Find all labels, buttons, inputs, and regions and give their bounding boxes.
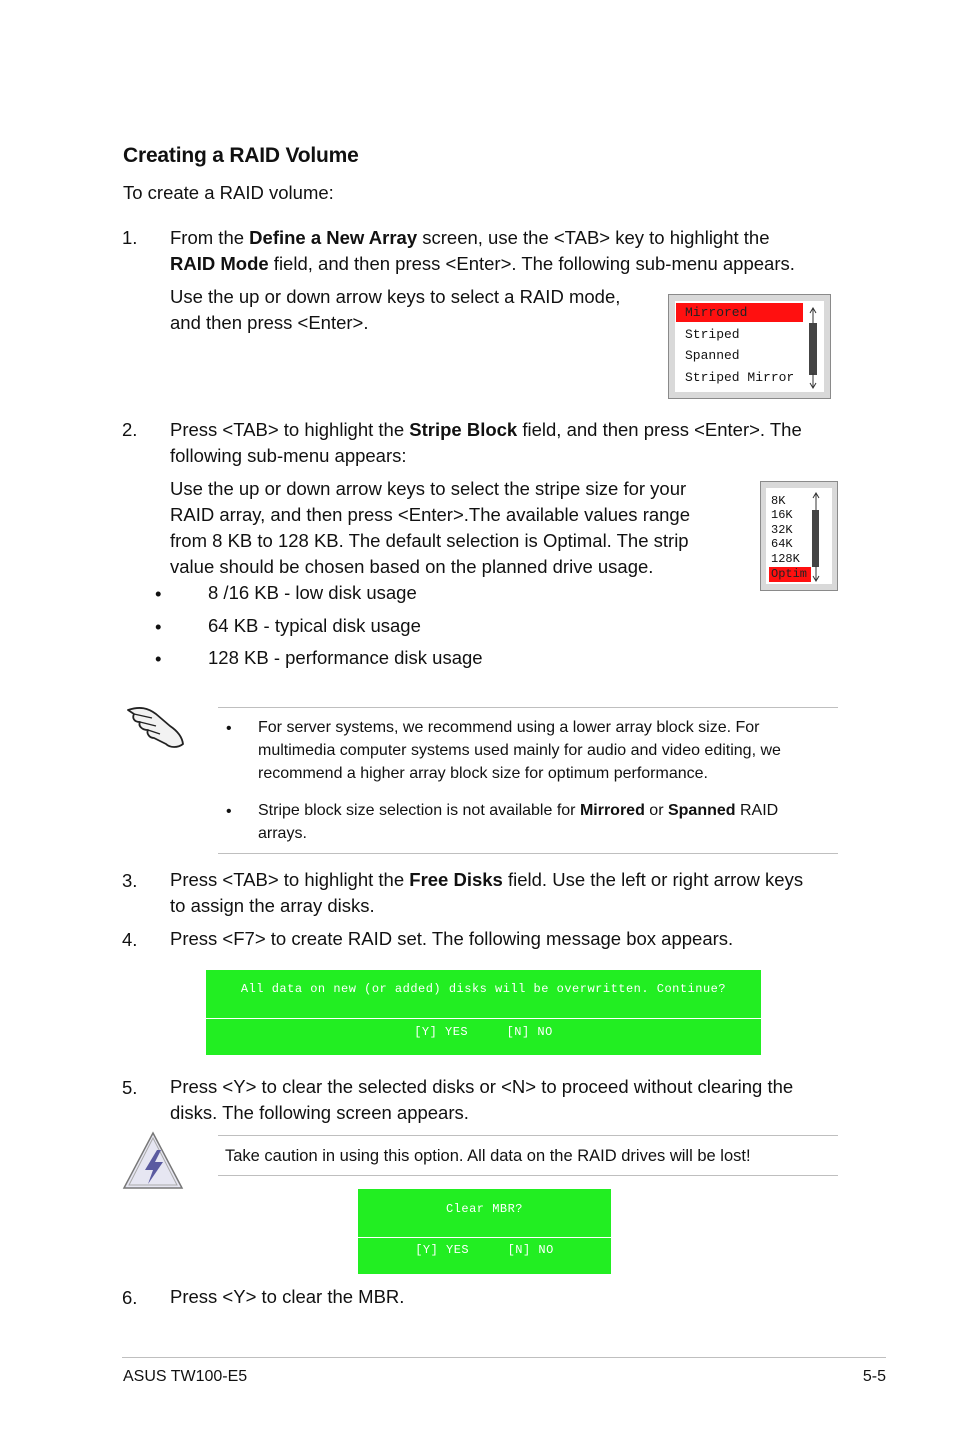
step-2-number: 2. <box>122 419 138 440</box>
scroll-up-arrow-icon <box>809 307 817 323</box>
stripe-bullet-typical: 64 KB - typical disk usage <box>208 615 421 636</box>
intro-text: To create a RAID volume: <box>123 182 334 203</box>
note-stripe-availability: Stripe block size selection is not available for Mirrored or Spanned RAID arrays. <box>258 802 779 842</box>
footer-product-name: ASUS TW100-E5 <box>123 1368 248 1385</box>
bullet-icon: • <box>155 648 162 669</box>
mirrored-term: Mirrored <box>579 802 645 819</box>
raid-mode-option-spanned[interactable]: Spanned <box>685 348 740 363</box>
raid-mode-term: RAID Mode <box>170 253 269 274</box>
step-3-text: Press <TAB> to highlight the Free Disks field. Use the left or right arrow keys to assign the array disks. <box>170 869 804 916</box>
clear-mbr-divider <box>358 1237 611 1238</box>
step-5-text: Press <Y> to clear the selected disks or <N> to proceed without clearing the disks. The following screen appears. <box>170 1076 794 1123</box>
spanned-term: Spanned <box>667 802 736 819</box>
caution-warning-icon <box>121 1130 185 1192</box>
note-bottom-rule <box>218 853 838 854</box>
step-1-text: From the Define a New Array screen, use the <TAB> key to highlight the RAID Mode field, and then press <Enter>. The following sub-menu appears. <box>170 227 795 274</box>
note-server-recommendation: For server systems, we recommend using a lower array block size. For multimedia computer systems used mainly for audio and video editing, we recommend a higher array block size for optimum performance. <box>258 719 781 782</box>
note-hand-icon <box>126 704 186 750</box>
stripe-option-128k[interactable]: 128K <box>771 552 800 566</box>
step-2-subtext: Use the up or down arrow keys to select the stripe size for your RAID array, and then press <Enter>.The available values range from 8 KB to 128 KB. The default selection is Optimal. The strip value should be chosen based on the planned drive usage. <box>170 478 691 577</box>
bullet-icon: • <box>155 583 162 604</box>
stripe-option-16k[interactable]: 16K <box>771 508 793 522</box>
step-4-number: 4. <box>122 929 138 950</box>
raid-mode-option-striped-mirror[interactable]: Striped Mirror <box>685 370 795 385</box>
footer-page-number: 5-5 <box>862 1368 886 1385</box>
stripe-option-64k[interactable]: 64K <box>771 537 793 551</box>
define-new-array-term: Define a New Array <box>249 227 418 248</box>
raid-mode-option-mirrored[interactable]: Mirrored <box>676 303 803 322</box>
caution-bottom-rule <box>218 1175 838 1176</box>
raid-mode-scrollbar[interactable] <box>809 323 817 375</box>
overwrite-message-box <box>206 970 761 1055</box>
step-1-subtext: Use the up or down arrow keys to select a RAID mode, and then press <Enter>. <box>170 286 621 333</box>
section-title: Creating a RAID Volume <box>123 144 359 167</box>
stripe-option-optimal[interactable]: Optim <box>769 567 811 582</box>
clear-mbr-message: Clear MBR? <box>445 1202 523 1216</box>
note-top-rule <box>218 707 838 708</box>
step-5-number: 5. <box>122 1077 138 1098</box>
stripe-bullet-performance: 128 KB - performance disk usage <box>208 647 483 668</box>
overwrite-divider <box>206 1018 761 1019</box>
caution-text: Take caution in using this option. All data on the RAID drives will be lost! <box>225 1147 751 1165</box>
step-1-number: 1. <box>122 227 138 248</box>
step-6-text: Press <Y> to clear the MBR. <box>170 1286 405 1307</box>
step-2-text: Press <TAB> to highlight the Stripe Block field, and then press <Enter>. The following sub-menu appears: <box>170 419 802 466</box>
raid-mode-option-striped[interactable]: Striped <box>685 327 740 342</box>
stripe-option-8k[interactable]: 8K <box>771 494 786 508</box>
scroll-down-arrow-icon <box>809 373 817 389</box>
step-4-text: Press <F7> to create RAID set. The following message box appears. <box>170 928 734 949</box>
overwrite-message: All data on new (or added) disks will be overwritten. Continue? <box>240 982 727 996</box>
stripe-option-32k[interactable]: 32K <box>771 523 793 537</box>
overwrite-options[interactable]: [Y] YES [N] NO <box>414 1025 553 1039</box>
bullet-icon: • <box>155 616 162 637</box>
caution-top-rule <box>218 1135 838 1136</box>
stripe-scrollbar[interactable] <box>812 510 819 567</box>
free-disks-term: Free Disks <box>409 869 503 890</box>
step-3-number: 3. <box>122 870 138 891</box>
raid-mode-menu-panel <box>675 301 824 392</box>
footer-rule <box>122 1357 886 1358</box>
scroll-up-arrow-icon <box>812 492 820 510</box>
stripe-size-menu <box>760 481 838 591</box>
clear-mbr-box <box>358 1189 611 1274</box>
clear-mbr-options[interactable]: [Y] YES [N] NO <box>415 1243 554 1257</box>
bullet-icon: • <box>226 803 232 820</box>
step-6-number: 6. <box>122 1287 138 1308</box>
scroll-down-arrow-icon <box>812 566 820 582</box>
stripe-bullet-low: 8 /16 KB - low disk usage <box>208 582 417 603</box>
bullet-icon: • <box>226 720 232 737</box>
stripe-size-menu-panel <box>766 488 832 584</box>
raid-mode-menu <box>668 294 831 399</box>
stripe-block-term: Stripe Block <box>409 419 518 440</box>
